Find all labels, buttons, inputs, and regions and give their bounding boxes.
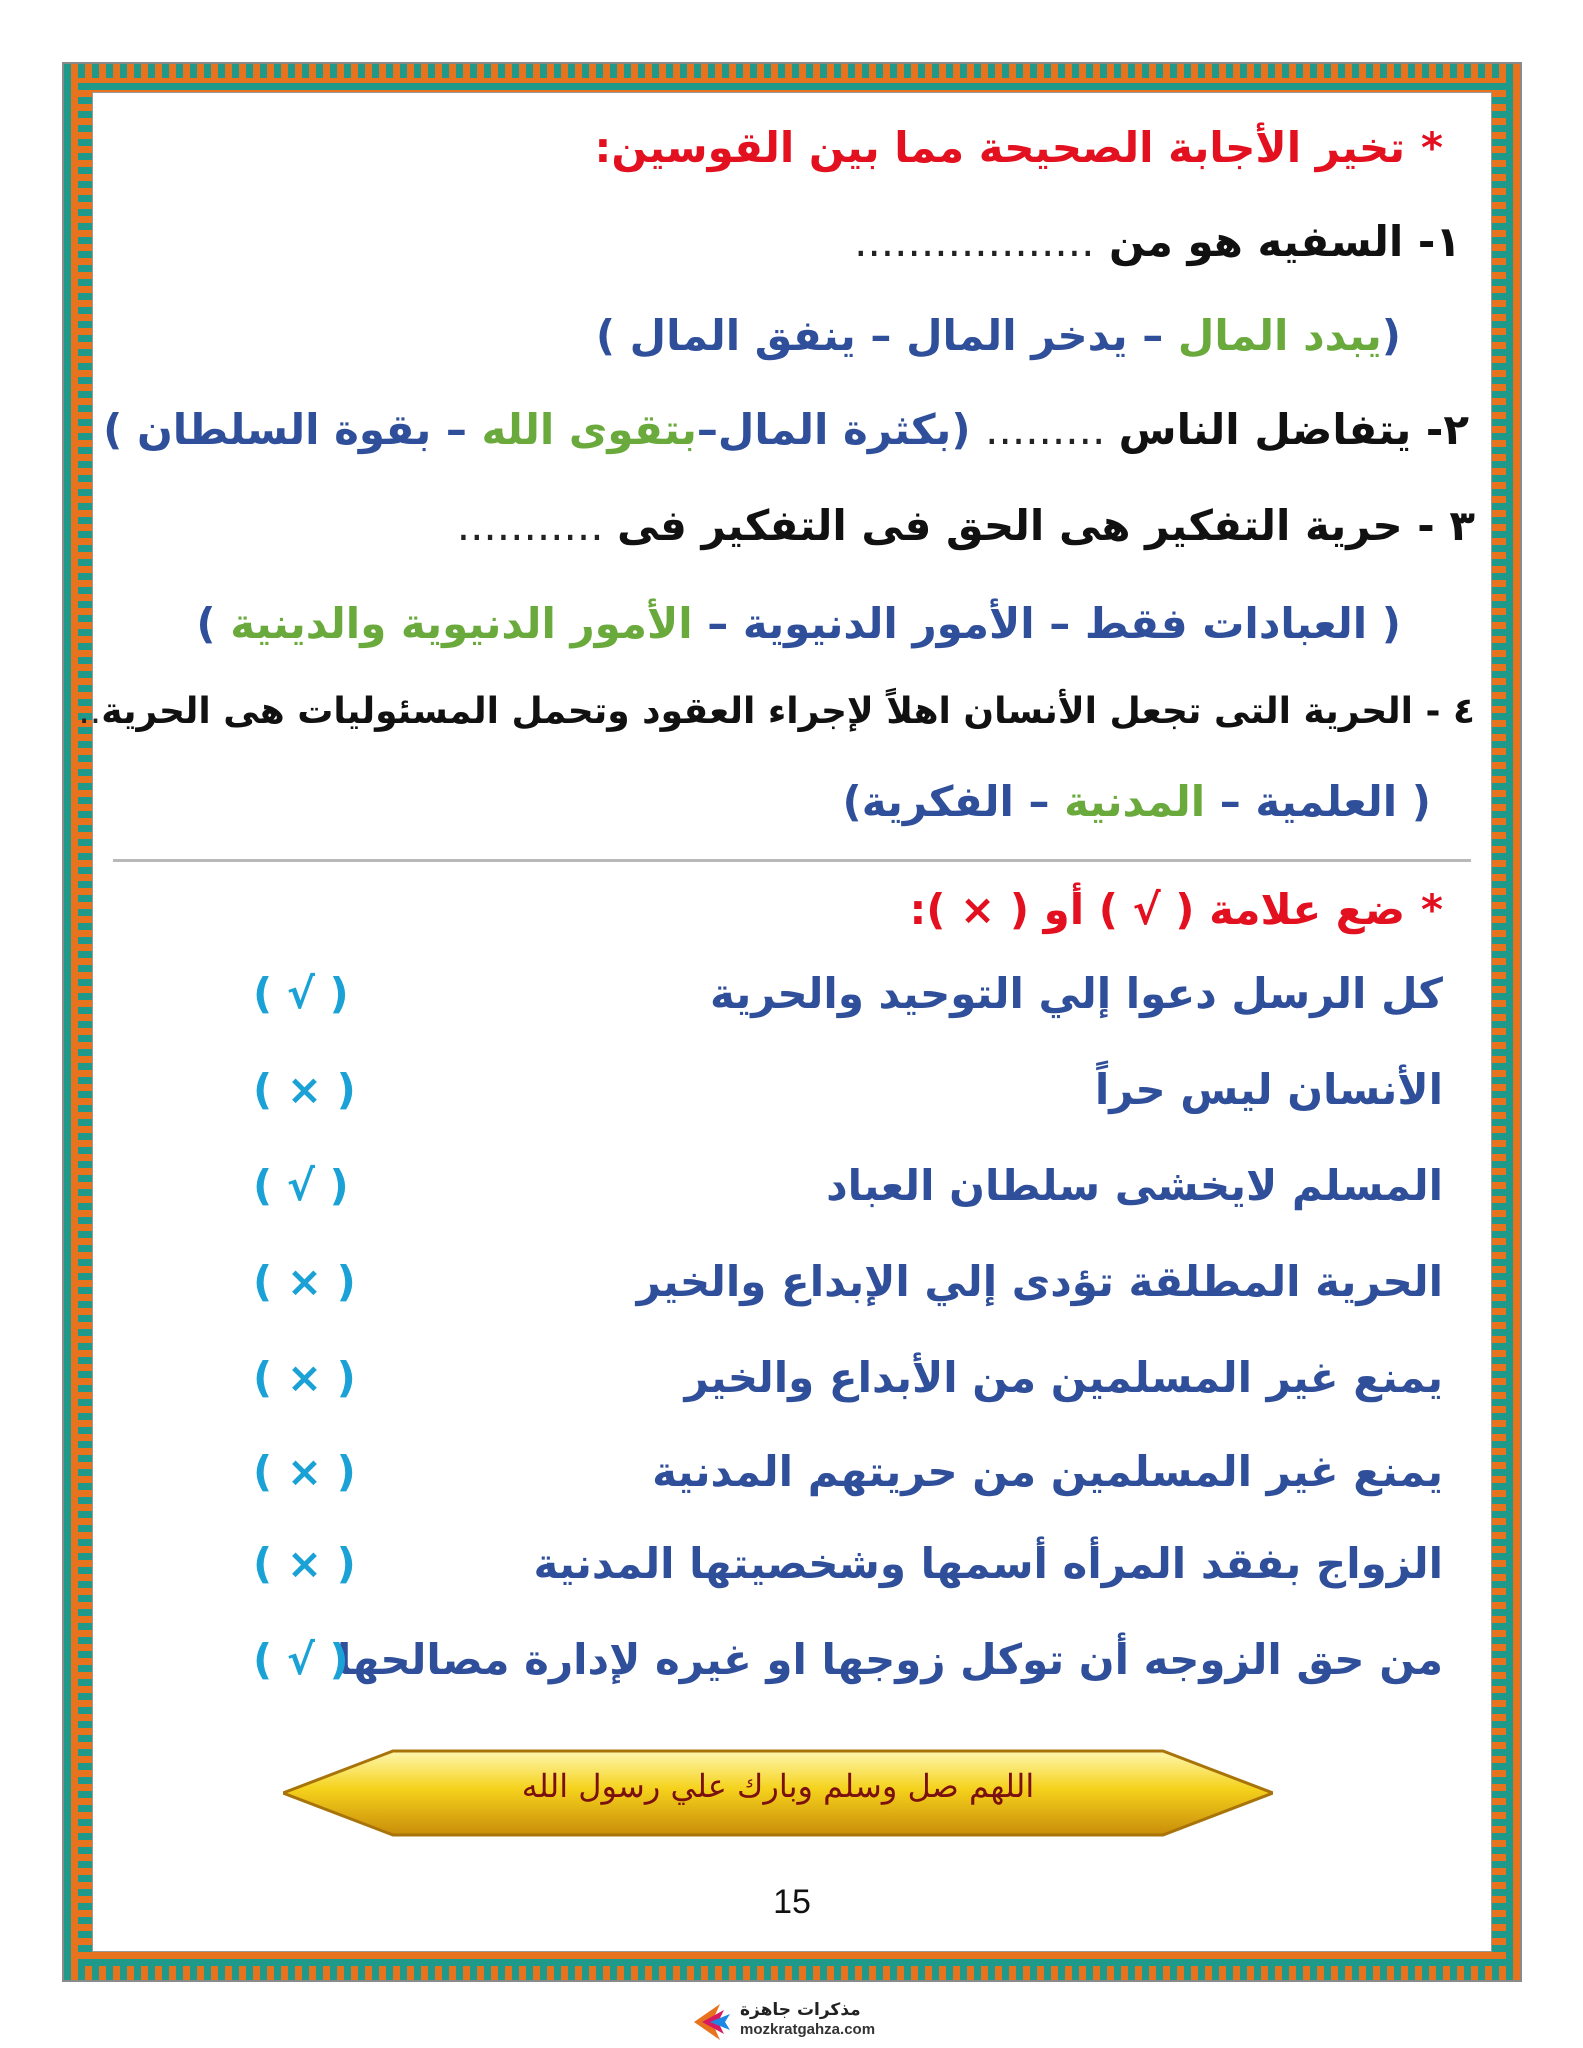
paren-open: (: [1381, 311, 1401, 360]
dash-separator: –: [1205, 777, 1256, 826]
tf-statement: من حق الزوجه أن توكل زوجها او غيره لإدارة مصالحها: [336, 1635, 1443, 1684]
banner-text: اللهم صل وسلم وبارك علي رسول الله: [521, 1767, 1035, 1805]
question-1-options: [93, 311, 1401, 360]
tf-item: [93, 1447, 1443, 1517]
q2-option-b: بتقوى الله: [481, 405, 697, 454]
tf-statement: الحرية المطلقة تؤدى إلي الإبداع والخير: [636, 1257, 1443, 1306]
question-2: [93, 405, 1469, 454]
section2-title-text: ضع علامة ( √ ) أو ( × ):: [909, 885, 1406, 934]
tf-answer: ( × ): [253, 1353, 356, 1402]
decorative-border: [62, 62, 1522, 1982]
q1-option-b: يدخر المال: [906, 311, 1128, 360]
star-bullet: *: [1421, 123, 1443, 172]
tf-statement: الأنسان ليس حراً: [1094, 1065, 1443, 1114]
dash-separator: –: [692, 599, 743, 648]
tf-item: [93, 1161, 1443, 1231]
logo-arrow-icon: [690, 2000, 734, 2044]
salawat-banner: [283, 1747, 1273, 1839]
dash-separator: –: [1013, 777, 1065, 826]
tf-statement: يمنع غير المسلمين من حريتهم المدنية: [652, 1447, 1443, 1496]
question-4: [78, 691, 1475, 732]
question-3-options: [93, 599, 1401, 648]
question-3: [93, 501, 1475, 550]
tf-statement: الزواج بفقد المرأه أسمها وشخصيتها المدنية: [533, 1539, 1443, 1588]
tf-answer: ( × ): [253, 1065, 356, 1114]
paren-close: ): [595, 311, 630, 360]
logo-url: mozkratgahza.com: [740, 2021, 876, 2038]
dash-separator: –: [1034, 599, 1085, 648]
question-4-options: [93, 777, 1431, 826]
section-divider: [113, 859, 1471, 862]
tf-item: [93, 969, 1443, 1039]
tf-item: [93, 1257, 1443, 1327]
tf-answer: ( × ): [253, 1447, 356, 1496]
question-4-text: ٤ - الحرية التى تجعل الأنسان اهلاً لإجراء العقود وتحمل المسئوليات هى الحرية: [101, 691, 1475, 732]
paren-close: ): [103, 405, 137, 454]
logo-arabic-text: مذكرات جاهزة: [740, 2000, 861, 2020]
q4-option-c: الفكرية: [861, 777, 1014, 826]
dash-separator: –: [1127, 311, 1178, 360]
question-2-blank: .........: [985, 405, 1119, 454]
question-2-text: ٢- يتفاضل الناس: [1118, 405, 1469, 454]
q3-option-b: الأمور الدنيوية: [742, 599, 1035, 648]
paren-open: (: [1397, 777, 1431, 826]
section1-title-text: تخير الأجابة الصحيحة مما بين القوسين:: [594, 123, 1406, 172]
site-logo: [690, 2000, 910, 2044]
q4-option-b: المدنية: [1064, 777, 1206, 826]
question-3-blank: ...........: [456, 501, 617, 550]
q1-option-c: ينفق المال: [629, 311, 856, 360]
tf-statement: المسلم لايخشى سلطان العباد: [826, 1161, 1443, 1210]
paren-close: ): [196, 599, 231, 648]
question-4-blank: ..: [78, 691, 102, 732]
q4-option-a: العلمية: [1255, 777, 1398, 826]
dash-separator: –: [855, 311, 907, 360]
q2-option-a: بكثرة المال: [717, 405, 952, 454]
page-number: 15: [773, 1883, 811, 1921]
section1-title: [93, 123, 1443, 172]
tf-statement: يمنع غير المسلمين من الأبداع والخير: [684, 1353, 1443, 1402]
tf-answer: ( × ): [253, 1257, 356, 1306]
paren-open: (: [951, 405, 986, 454]
q2-option-c: بقوة السلطان: [136, 405, 432, 454]
question-1: [93, 217, 1461, 266]
section2-title: [93, 885, 1443, 934]
paren-open: (: [1367, 599, 1401, 648]
tf-statement: كل الرسل دعوا إلي التوحيد والحرية: [710, 969, 1443, 1018]
star-bullet: *: [1421, 885, 1443, 934]
question-1-blank: ..................: [854, 217, 1095, 266]
q1-option-a: يبدد المال: [1177, 311, 1382, 360]
question-3-text: ٣ - حرية التفكير هى الحق فى التفكير فى: [616, 501, 1475, 550]
tf-item: [93, 1065, 1443, 1135]
tf-item: [93, 1635, 1443, 1705]
worksheet-page: [78, 92, 1492, 1952]
dash-separator: –: [696, 405, 718, 454]
tf-item: [93, 1353, 1443, 1423]
tf-answer: ( √ ): [253, 1635, 349, 1684]
tf-item: [93, 1539, 1443, 1609]
q3-option-c: الأمور الدنيوية والدينية: [230, 599, 693, 648]
paren-close: ): [842, 777, 862, 826]
tf-answer: ( √ ): [253, 1161, 349, 1210]
dash-separator: –: [431, 405, 482, 454]
tf-answer: ( √ ): [253, 969, 349, 1018]
tf-answer: ( × ): [253, 1539, 356, 1588]
q3-option-a: العبادات فقط: [1084, 599, 1368, 648]
question-1-text: ١- السفيه هو من: [1109, 217, 1461, 266]
